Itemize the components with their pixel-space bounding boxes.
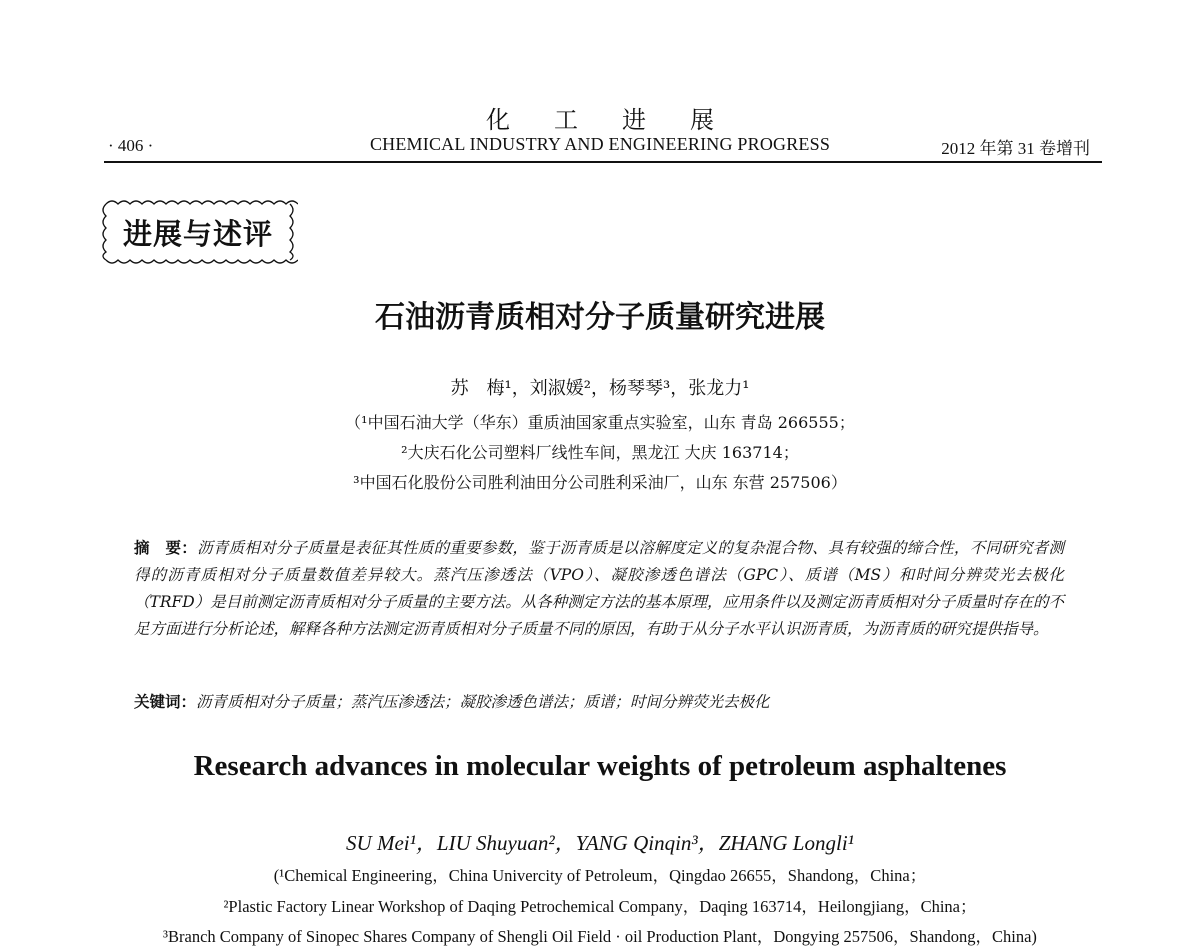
authors-en: SU Mei¹，LIU Shuyuan²，YANG Qinqin³，ZHANG Longli¹: [346, 831, 854, 855]
keywords: [134, 690, 770, 712]
page-number: · 406 ·: [108, 136, 154, 155]
affiliation-cn-3: ³中国石化股份公司胜利油田分公司胜利采油厂，山东 东营 257506）: [353, 473, 847, 492]
keywords-text: 沥青质相对分子质量；蒸汽压渗透法；凝胶渗透色谱法；质谱；时间分辨荧光去极化: [196, 693, 770, 711]
paper-title-cn: 石油沥青质相对分子质量研究进展: [375, 300, 825, 335]
keywords-label: 关键词：: [134, 693, 197, 711]
journal-title-en: CHEMICAL INDUSTRY AND ENGINEERING PROGRESS: [369, 134, 831, 154]
paper-title-en: Research advances in molecular weights of petroleum asphaltenes: [193, 750, 1007, 782]
abstract: [134, 535, 1064, 643]
authors-cn: 苏 梅¹，刘淑媛²，杨琴琴³，张龙力¹: [450, 378, 750, 399]
abstract-text: 沥青质相对分子质量是表征其性质的重要参数，鉴于沥青质是以溶解度定义的复杂混合物、具有较强的缔合性，不同研究者测得的沥青质相对分子质量数值差异较大。蒸汽压渗透法（VPO）、凝胶渗透色谱法（GPC）、质谱（MS）和时间分辨荧光去极化（TRFD）是目前测定沥青质相对分子质量的主要方法。从各种测定方法的基本原理，应用条件以及测定沥青质相对分子质量时存在的不足方面进行分析论述，解释各种方法测定沥青质相对分子质量不同的原因，有助于从分子水平认识沥青质，为沥青质的研究提供指导。: [134, 539, 1064, 638]
abstract-label: 摘 要：: [134, 539, 198, 557]
affiliation-en-1: (¹Chemical Engineering，China Univercity of Petroleum，Qingdao 26655，Shandong，China；: [273, 866, 927, 885]
section-badge: 进展与述评: [122, 217, 273, 251]
header-rule: [104, 161, 1102, 163]
affiliation-en-3: ³Branch Company of Sinopec Shares Company of Shengli Oil Field · oil Production Plant，Dongying 257506，Shandong，China): [163, 927, 1037, 946]
journal-title-cn: 化工进展: [486, 106, 758, 134]
issue-info: 2012 年第 31 卷增刊: [941, 139, 1090, 158]
affiliation-cn-1: （¹中国石油大学（华东）重质油国家重点实验室，山东 青岛 266555；: [345, 413, 855, 432]
affiliation-cn-2: ²大庆石化公司塑料厂线性车间，黑龙江 大庆 163714；: [401, 443, 799, 462]
affiliation-en-2: ²Plastic Factory Linear Workshop of Daqing Petrochemical Company，Daqing 163714，Heilongjiang，China；: [223, 897, 977, 916]
